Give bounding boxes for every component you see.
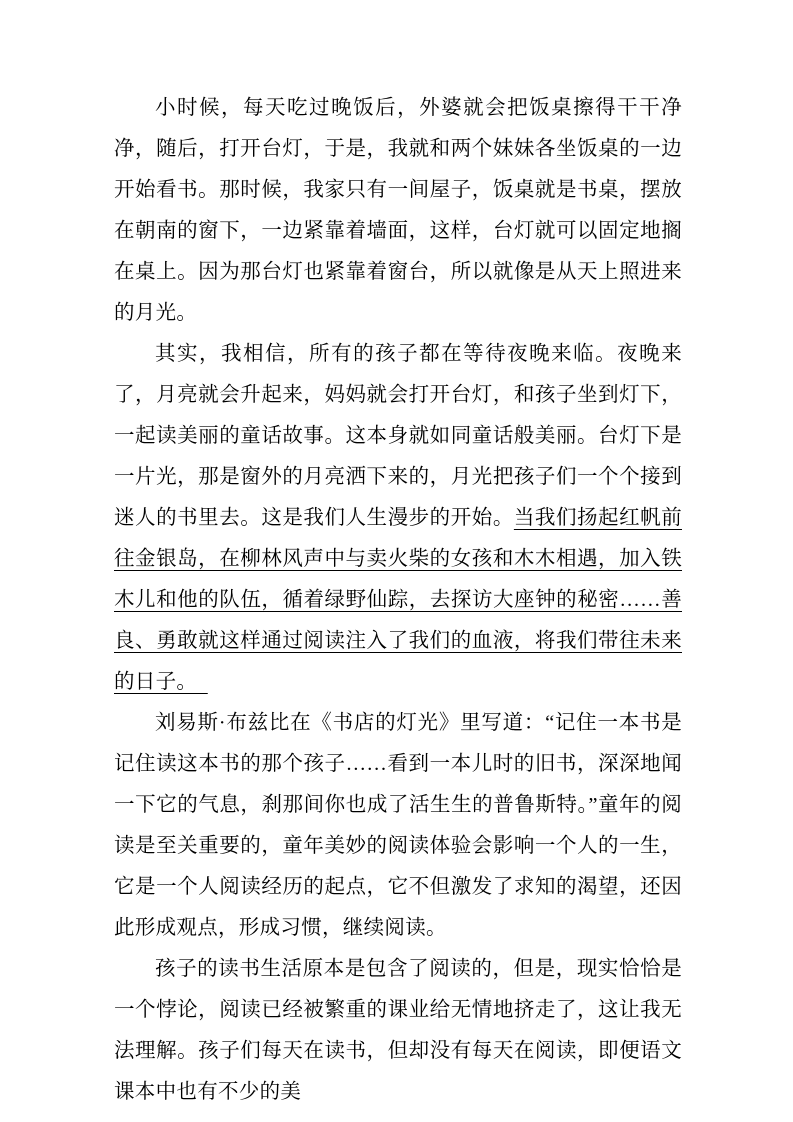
paragraph-1 [114,88,682,334]
underlined-passage: 当我们扬起红帆前往金银岛，在柳林风声中与卖火柴的女孩和木木相遇，加入铁木儿和他的队伍，循着绿野仙踪，去探访大座钟的秘密……善良、勇敢就这样通过阅读注入了我们的血液，将我们带往未来的日子。 [114,507,682,693]
paragraph-2 [114,334,682,703]
paragraph-4 [114,949,682,1113]
paragraph-3 [114,703,682,949]
paragraph-3-text: 刘易斯·布兹比在《书店的灯光》里写道：“记住一本书是记住读这本书的那个孩子……看到一本儿时的旧书，深深地闻一下它的气息，刹那间你也成了活生生的普鲁斯特。”童年的阅读是至关重要的，童年美妙的阅读体验会影响一个人的一生，它是一个人阅读经历的起点，它不但激发了求知的渴望，还因此形成观点，形成习惯，继续阅读。 [114,712,682,939]
paragraph-2-text: 其实，我相信，所有的孩子都在等待夜晚来临。夜晚来了，月亮就会升起来，妈妈就会打开台灯，和孩子坐到灯下，一起读美丽的童话故事。这本身就如同童话般美丽。台灯下是一片光，那是窗外的月亮洒下来的，月光把孩子们一个个接到迷人的书里去。这是我们人生漫步的开始。 [114,343,682,529]
paragraph-4-text: 孩子的读书生活原本是包含了阅读的，但是，现实恰恰是一个悖论，阅读已经被繁重的课业给无情地挤走了，这让我无法理解。孩子们每天在读书，但却没有每天在阅读，即便语文课本中也有不少的美 [114,958,682,1103]
paragraph-1-text: 小时候，每天吃过晚饭后，外婆就会把饭桌擦得干干净净，随后，打开台灯，于是，我就和两个妹妹各坐饭桌的一边开始看书。那时候，我家只有一间屋子，饭桌就是书桌，摆放在朝南的窗下，一边紧靠着墙面，这样，台灯就可以固定地搁在桌上。因为那台灯也紧靠着窗台，所以就像是从天上照进来的月光。 [114,97,682,324]
